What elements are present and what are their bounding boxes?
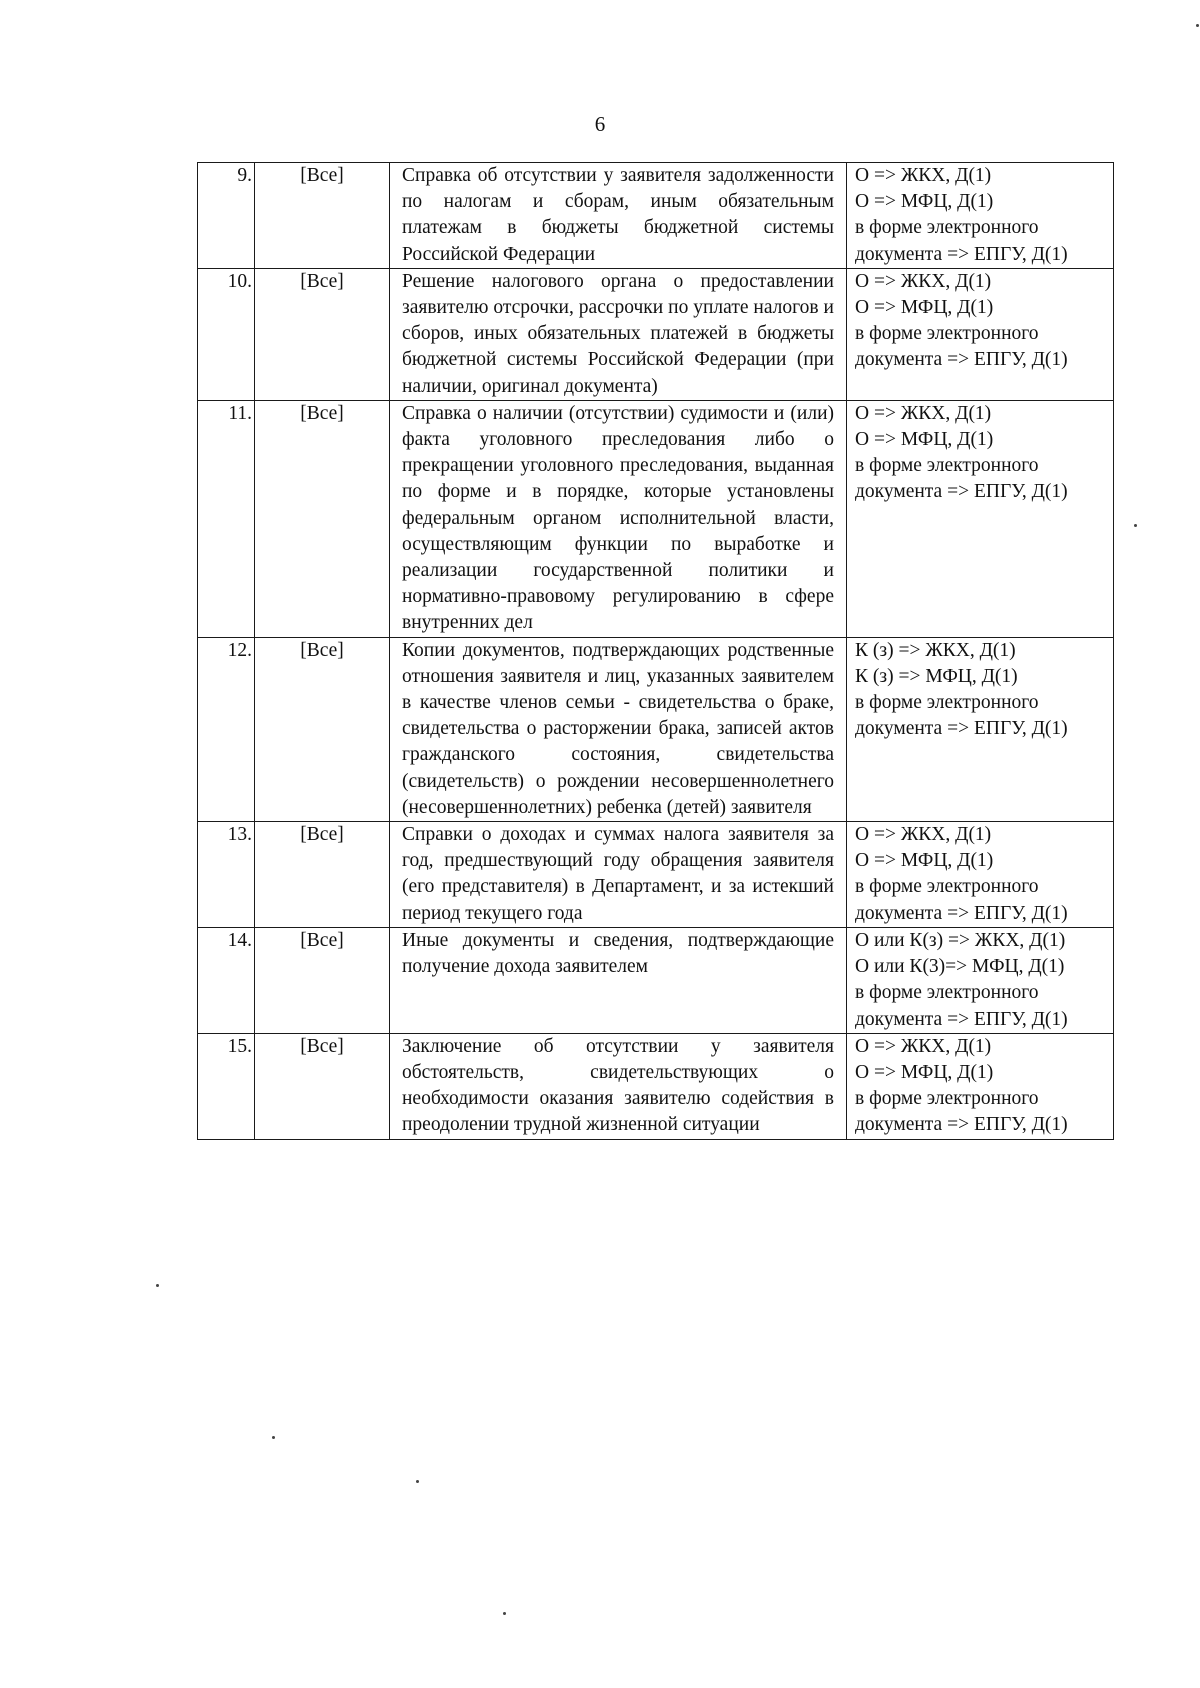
row-description-cell	[390, 400, 847, 637]
row-description: Справка об отсутствии у заявителя задолженности по налогам и сборам, иным обязательным платежам в бюджеты бюджетной системы Российской Федерации	[402, 165, 834, 265]
table-row	[198, 1033, 1114, 1139]
row-routes-cell	[847, 400, 1114, 637]
route-line: О => МФЦ, Д(1)	[855, 191, 994, 213]
row-description-cell	[390, 822, 847, 928]
page-number: 6	[594, 112, 606, 136]
route-line: К (з) => МФЦ, Д(1)	[855, 665, 1018, 687]
route-line: О => ЖКХ, Д(1)	[855, 270, 992, 292]
route-line: документа => ЕПГУ, Д(1)	[855, 243, 1068, 265]
route-line: в форме электронного	[855, 692, 1039, 714]
route-line: в форме электронного	[855, 876, 1039, 898]
scan-speck	[1134, 524, 1137, 527]
table-row	[198, 268, 1114, 400]
table-row	[198, 927, 1114, 1033]
row-description-cell	[390, 637, 847, 821]
route-line: О или К(з) => ЖКХ, Д(1)	[855, 929, 1066, 951]
row-routes-cell	[847, 268, 1114, 400]
row-category: [Все]	[255, 163, 390, 269]
row-routes-cell	[847, 1033, 1114, 1139]
row-number: 14.	[198, 927, 255, 1033]
route-line: О => МФЦ, Д(1)	[855, 1061, 994, 1083]
route-line: документа => ЕПГУ, Д(1)	[855, 902, 1068, 924]
row-routes-cell	[847, 822, 1114, 928]
row-description: Решение налогового органа о предоставлении заявителю отсрочки, рассрочки по уплате налогов и сборов, иных обязательных платежей в бюджеты бюджетной системы Российской Федерации (при наличии, оригинал документа)	[402, 270, 834, 397]
row-routes-cell	[847, 163, 1114, 269]
table-row	[198, 400, 1114, 637]
route-line: О => ЖКХ, Д(1)	[855, 402, 992, 424]
row-description-cell	[390, 163, 847, 269]
row-category: [Все]	[255, 637, 390, 821]
scan-speck	[1196, 24, 1199, 27]
route-line: в форме электронного	[855, 217, 1039, 239]
row-routes-cell	[847, 637, 1114, 821]
row-number: 15.	[198, 1033, 255, 1139]
row-description: Заключение об отсутствии у заявителя обстоятельств, свидетельствующих о необходимости оказания заявителю содействия в преодолении трудной жизненной ситуации	[402, 1035, 834, 1136]
table-row	[198, 822, 1114, 928]
table-row	[198, 637, 1114, 821]
scan-speck	[272, 1436, 275, 1439]
row-number: 11.	[198, 400, 255, 637]
row-number: 13.	[198, 822, 255, 928]
route-line: документа => ЕПГУ, Д(1)	[855, 718, 1068, 740]
row-category: [Все]	[255, 400, 390, 637]
route-line: в форме электронного	[855, 982, 1039, 1004]
row-number: 12.	[198, 637, 255, 821]
row-description: Иные документы и сведения, подтверждающие получение дохода заявителем	[402, 929, 834, 978]
table-row	[198, 163, 1114, 269]
row-category: [Все]	[255, 927, 390, 1033]
row-description: Справки о доходах и суммах налога заявителя за год, предшествующий году обращения заявителя (его представителя) в Департамент, и за истекший период текущего года	[402, 824, 834, 924]
row-number: 9.	[198, 163, 255, 269]
route-line: О или К(3)=> МФЦ, Д(1)	[855, 956, 1065, 978]
route-line: документа => ЕПГУ, Д(1)	[855, 481, 1068, 503]
row-description-cell	[390, 268, 847, 400]
row-category: [Все]	[255, 1033, 390, 1139]
route-line: О => МФЦ, Д(1)	[855, 297, 994, 319]
route-line: К (з) => ЖКХ, Д(1)	[855, 639, 1016, 661]
row-description: Справка о наличии (отсутствии) судимости и (или) факта уголовного преследования либо о прекращении уголовного преследования, выданная по форме и в порядке, которые установлены федеральным органом исполнительной власти, осуществляющим функции по выработке и реализации государственной политики и нормативно-правовому регулированию в сфере внутренних дел	[402, 402, 834, 634]
row-description-cell	[390, 1033, 847, 1139]
route-line: О => МФЦ, Д(1)	[855, 850, 994, 872]
route-line: О => МФЦ, Д(1)	[855, 429, 994, 451]
scan-speck	[416, 1480, 419, 1483]
route-line: документа => ЕПГУ, Д(1)	[855, 1008, 1068, 1030]
table-body	[198, 163, 1114, 1140]
route-line: О => ЖКХ, Д(1)	[855, 1035, 992, 1057]
row-number: 10.	[198, 268, 255, 400]
row-description-cell	[390, 927, 847, 1033]
route-line: О => ЖКХ, Д(1)	[855, 165, 992, 186]
row-category: [Все]	[255, 268, 390, 400]
row-description: Копии документов, подтверждающих родственные отношения заявителя и лиц, указанных заявителем в качестве членов семьи - свидетельства о браке, свидетельства о расторжении брака, записей актов гражданского состояния, свидетельства (свидетельств) о рождении несовершеннолетнего (несовершеннолетних) ребенка (детей) заявителя	[402, 639, 834, 818]
route-line: документа => ЕПГУ, Д(1)	[855, 1114, 1068, 1136]
scan-speck	[156, 1284, 159, 1287]
document-table	[197, 162, 1114, 1140]
row-routes-cell	[847, 927, 1114, 1033]
route-line: в форме электронного	[855, 323, 1039, 345]
route-line: в форме электронного	[855, 1088, 1039, 1110]
route-line: О => ЖКХ, Д(1)	[855, 824, 992, 846]
row-category: [Все]	[255, 822, 390, 928]
scan-speck	[503, 1612, 506, 1615]
route-line: в форме электронного	[855, 455, 1039, 477]
route-line: документа => ЕПГУ, Д(1)	[855, 349, 1068, 371]
